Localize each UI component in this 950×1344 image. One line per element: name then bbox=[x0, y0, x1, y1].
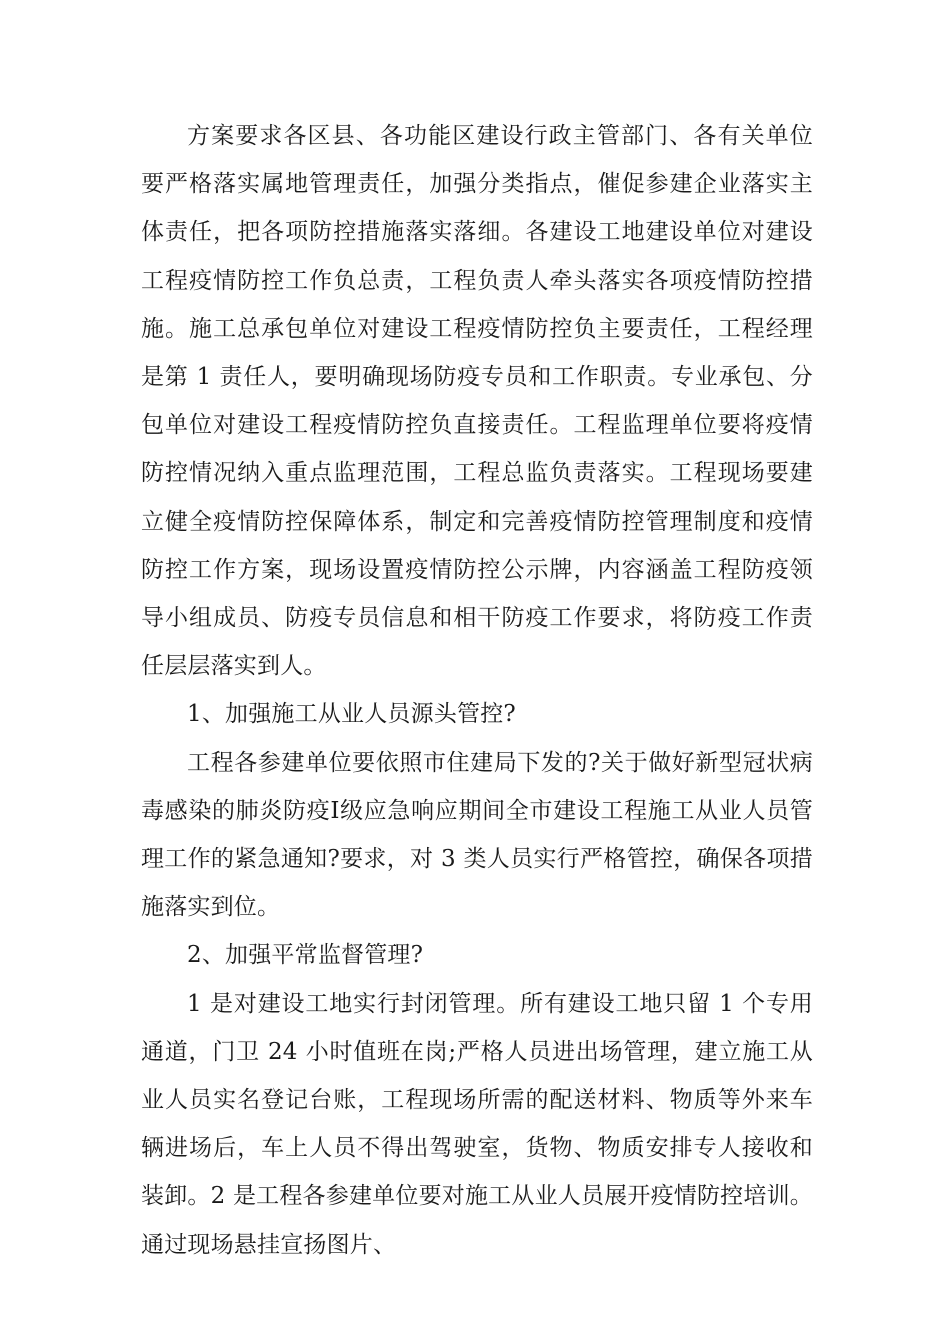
paragraph-responsibility: 方案要求各区县、各功能区建设行政主管部门、各有关单位要严格落实属地管理责任，加强分类指点，催促参建企业落实主体责任，把各项防控措施落实落细。各建设工地建设单位对建设工程疫情防控工作负总责，工程负责人牵头落实各项疫情防控措施。施工总承包单位对建设工程疫情防控负主要责任，工程经理是第 1 责任人，要明确现场防疫专员和工作职责。专业承包、分包单位对建设工程疫情防控负直接责任。工程监理单位要将疫情防控情况纳入重点监理范围，工程总监负责落实。工程现场要建立健全疫情防控保障体系，制定和完善疫情防控管理制度和疫情防控工作方案，现场设置疫情防控公示牌，内容涵盖工程防疫领导小组成员、防疫专员信息和相干防疫工作要求，将防疫工作责任层层落实到人。 bbox=[141, 123, 813, 680]
heading-daily-supervision: 2、加强平常监督管理? bbox=[187, 942, 424, 969]
paragraph-daily-supervision: 1 是对建设工地实行封闭管理。所有建设工地只留 1 个专用通道，门卫 24 小时值班在岗;严格人员进出场管理，建立施工从业人员实名登记台账，工程现场所需的配送材料、物质等外来车辆进场后，车上人员不得出驾驶室，货物、物质安排专人接收和装卸。2 是工程各参建单位要对施工从业人员展开疫情防控培训。通过现场悬挂宣扬图片、 bbox=[141, 990, 813, 1258]
document-body bbox=[141, 112, 813, 1269]
heading-source-control: 1、加强施工从业人员源头管控? bbox=[187, 701, 516, 728]
paragraph-source-control: 工程各参建单位要依照市住建局下发的?关于做好新型冠状病毒感染的肺炎防疫Ⅰ级应急响应期间全市建设工程施工从业人员管理工作的紧急通知?要求，对 3 类人员实行严格管控，确保各项措施落实到位。 bbox=[141, 749, 813, 921]
